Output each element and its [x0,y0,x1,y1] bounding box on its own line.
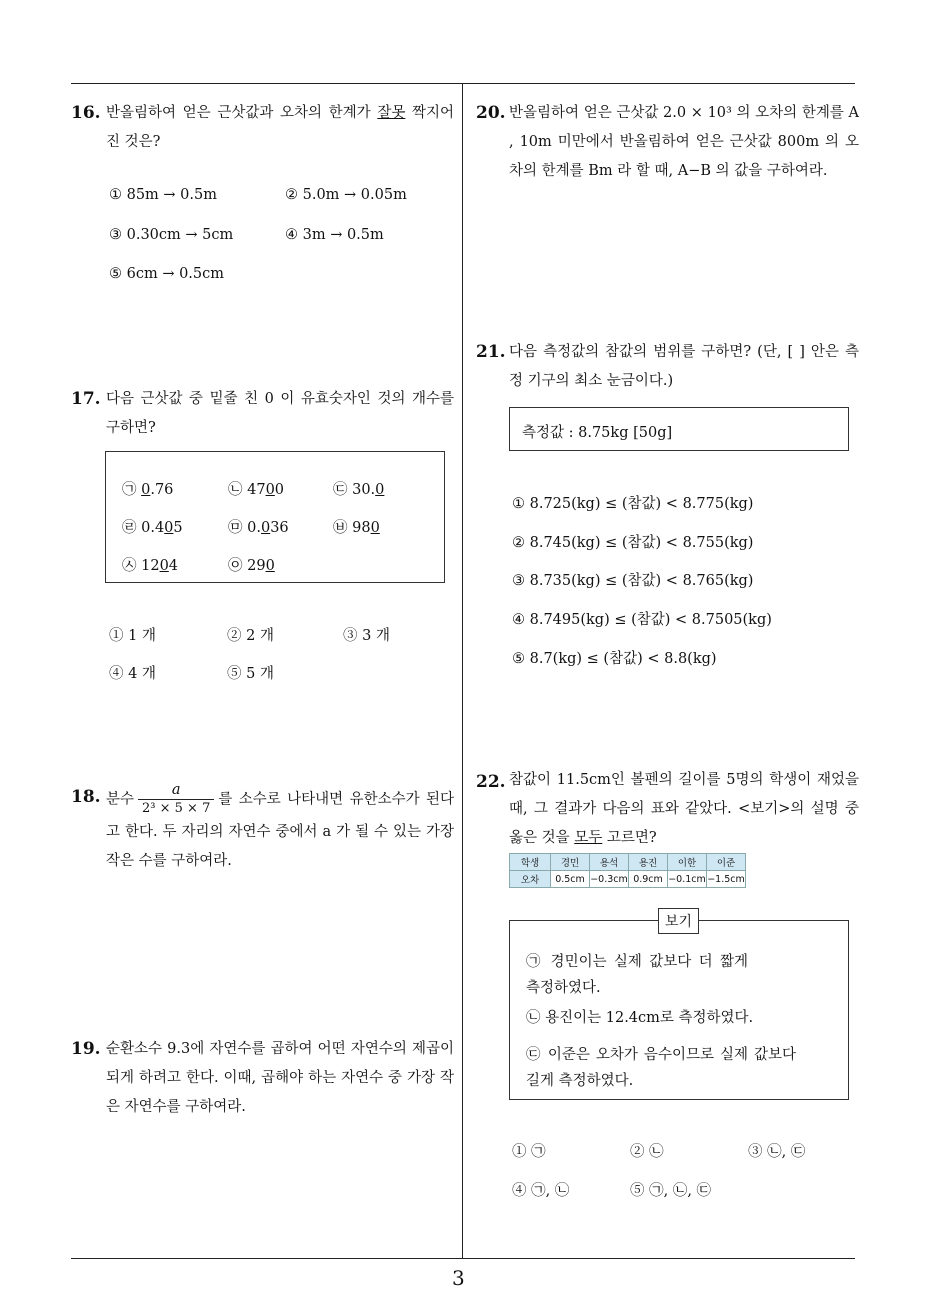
q17-choice-3[interactable]: ③ 3 개 [343,628,390,644]
q21-choice-5[interactable]: ⑤ 8.7(kg) ≤ (참값) < 8.8(kg) [512,651,717,667]
bogi-item-1: ㉠ 경민이는 실제 값보다 더 짧게 측정하였다. [526,954,748,996]
q17-choice-4[interactable]: ④ 4 개 [109,666,156,682]
q16-text: 반올림하여 얻은 근삿값과 오차의 한계가 잘못 짝지어진 것은? [106,105,454,150]
table-header: 경민 [551,854,590,871]
table-cell: −1.5cm [707,871,746,888]
q21-choice-3[interactable]: ③ 8.735(kg) ≤ (참값) < 8.765(kg) [512,573,754,589]
q22-choice-1[interactable]: ① ㉠ [512,1144,546,1160]
q17-item: ㉠ 0.76 [122,482,174,498]
q17-item: ㉡ 4700 [228,482,285,498]
q18-number: 18. [71,787,101,807]
q22-text: 참값이 11.5cm인 볼펜의 길이를 5명의 학생이 재었을 때, 그 결과가 다음의 표와 같았다. <보기>의 설명 중 옳은 것을 모두 고르면? [509,772,859,846]
q22-bogi-box [509,920,849,1100]
q17-item: ㉥ 980 [333,520,380,536]
q16-choice-4[interactable]: ④ 3m → 0.5m [285,227,384,243]
q19-text: 순환소수 9.3에 자연수를 곱하여 어떤 자연수의 제곱이 되게 하려고 한다. 이때, 곱해야 하는 자연수 중 가장 작은 자연수를 구하여라. [106,1041,454,1115]
q19-number: 19. [71,1039,101,1059]
top-rule [71,83,855,84]
q21-measure-text: 측정값 : 8.75kg [50g] [522,425,673,441]
q21-choice-4[interactable]: ④ 8.7495(kg) ≤ (참값) < 8.7505(kg) [512,612,772,628]
table-header: 이준 [707,854,746,871]
q17-item: ㉧ 290 [228,558,275,574]
q17-items-box [105,451,445,583]
q16-choice-2[interactable]: ② 5.0m → 0.05m [285,187,407,203]
q17-choice-1[interactable]: ① 1 개 [109,628,156,644]
table-cell: 0.5cm [551,871,590,888]
q22-choice-3[interactable]: ③ ㉡, ㉢ [748,1144,806,1160]
table-cell: 0.9cm [629,871,668,888]
table-cell: 오차 [510,871,551,888]
page-number: 3 [452,1266,465,1290]
q20-number: 20. [476,103,506,123]
column-divider [462,83,463,1259]
q21-choice-1[interactable]: ① 8.725(kg) ≤ (참값) < 8.775(kg) [512,496,754,512]
q21-number: 21. [476,342,506,362]
q22-choice-5[interactable]: ⑤ ㉠, ㉡, ㉢ [630,1183,712,1199]
table-header: 학생 [510,854,551,871]
q16-choice-5[interactable]: ⑤ 6cm → 0.5cm [109,266,225,282]
bogi-item-3: ㉢ 이준은 오차가 음수이므로 실제 값보다 길게 측정하였다. [526,1047,796,1089]
q18-fraction: $\frac{a}{\text{2³ × 5 × 7}}$ [138,781,214,818]
q22-error-table [509,853,746,888]
q17-choice-5[interactable]: ⑤ 5 개 [227,666,274,682]
q17-item: ㉤ 0.036 [228,520,289,536]
q16-underlined: 잘못 [377,105,406,121]
q17-choice-2[interactable]: ② 2 개 [227,628,274,644]
q16-choice-1[interactable]: ① 85m → 0.5m [109,187,217,203]
q16-number: 16. [71,103,101,123]
table-cell: −0.1cm [668,871,707,888]
q22-number: 22. [476,772,506,792]
q21-measure-box [509,407,849,451]
bottom-rule [71,1258,855,1259]
q17-item: ㉢ 30.0 [333,482,385,498]
table-cell: −0.3cm [590,871,629,888]
q16-choice-3[interactable]: ③ 0.30cm → 5cm [109,227,234,243]
q20-text: 반올림하여 얻은 근삿값 2.0 × 10³ 의 오차의 한계를 A , 10m 미만에서 반올림하여 얻은 근삿값 800m 의 오차의 한계를 Bm 라 할 때, A−B 의 값을 구하여라. [509,105,859,179]
bogi-item-2: ㉡ 용진이는 12.4cm로 측정하였다. [526,1010,754,1026]
q22-underlined: 모두 [574,830,603,846]
table-header: 용진 [629,854,668,871]
q18-text: 분수 $\frac{a}{\text{2³ × 5 × 7}}$ 를 소수로 나타내면 유한소수가 된다고 한다. 두 자리의 자연수 중에서 a 가 될 수 있는 가장 작은 수를 구하여라. [106,782,454,869]
q17-item: ㉣ 0.405 [122,520,183,536]
q17-number: 17. [71,389,101,409]
q22-choice-4[interactable]: ④ ㉠, ㉡ [512,1183,570,1199]
table-header: 용석 [590,854,629,871]
q21-text: 다음 측정값의 참값의 범위를 구하면? (단, [ ] 안은 측정 기구의 최소 눈금이다.) [509,344,859,389]
q22-choice-2[interactable]: ② ㉡ [630,1144,664,1160]
q17-text: 다음 근삿값 중 밑줄 친 0 이 유효숫자인 것의 개수를 구하면? [106,391,454,436]
table-header: 이한 [668,854,707,871]
q17-item: ㉦ 1204 [122,558,179,574]
q21-choice-2[interactable]: ② 8.745(kg) ≤ (참값) < 8.755(kg) [512,535,754,551]
bogi-title: 보기 [658,908,699,934]
